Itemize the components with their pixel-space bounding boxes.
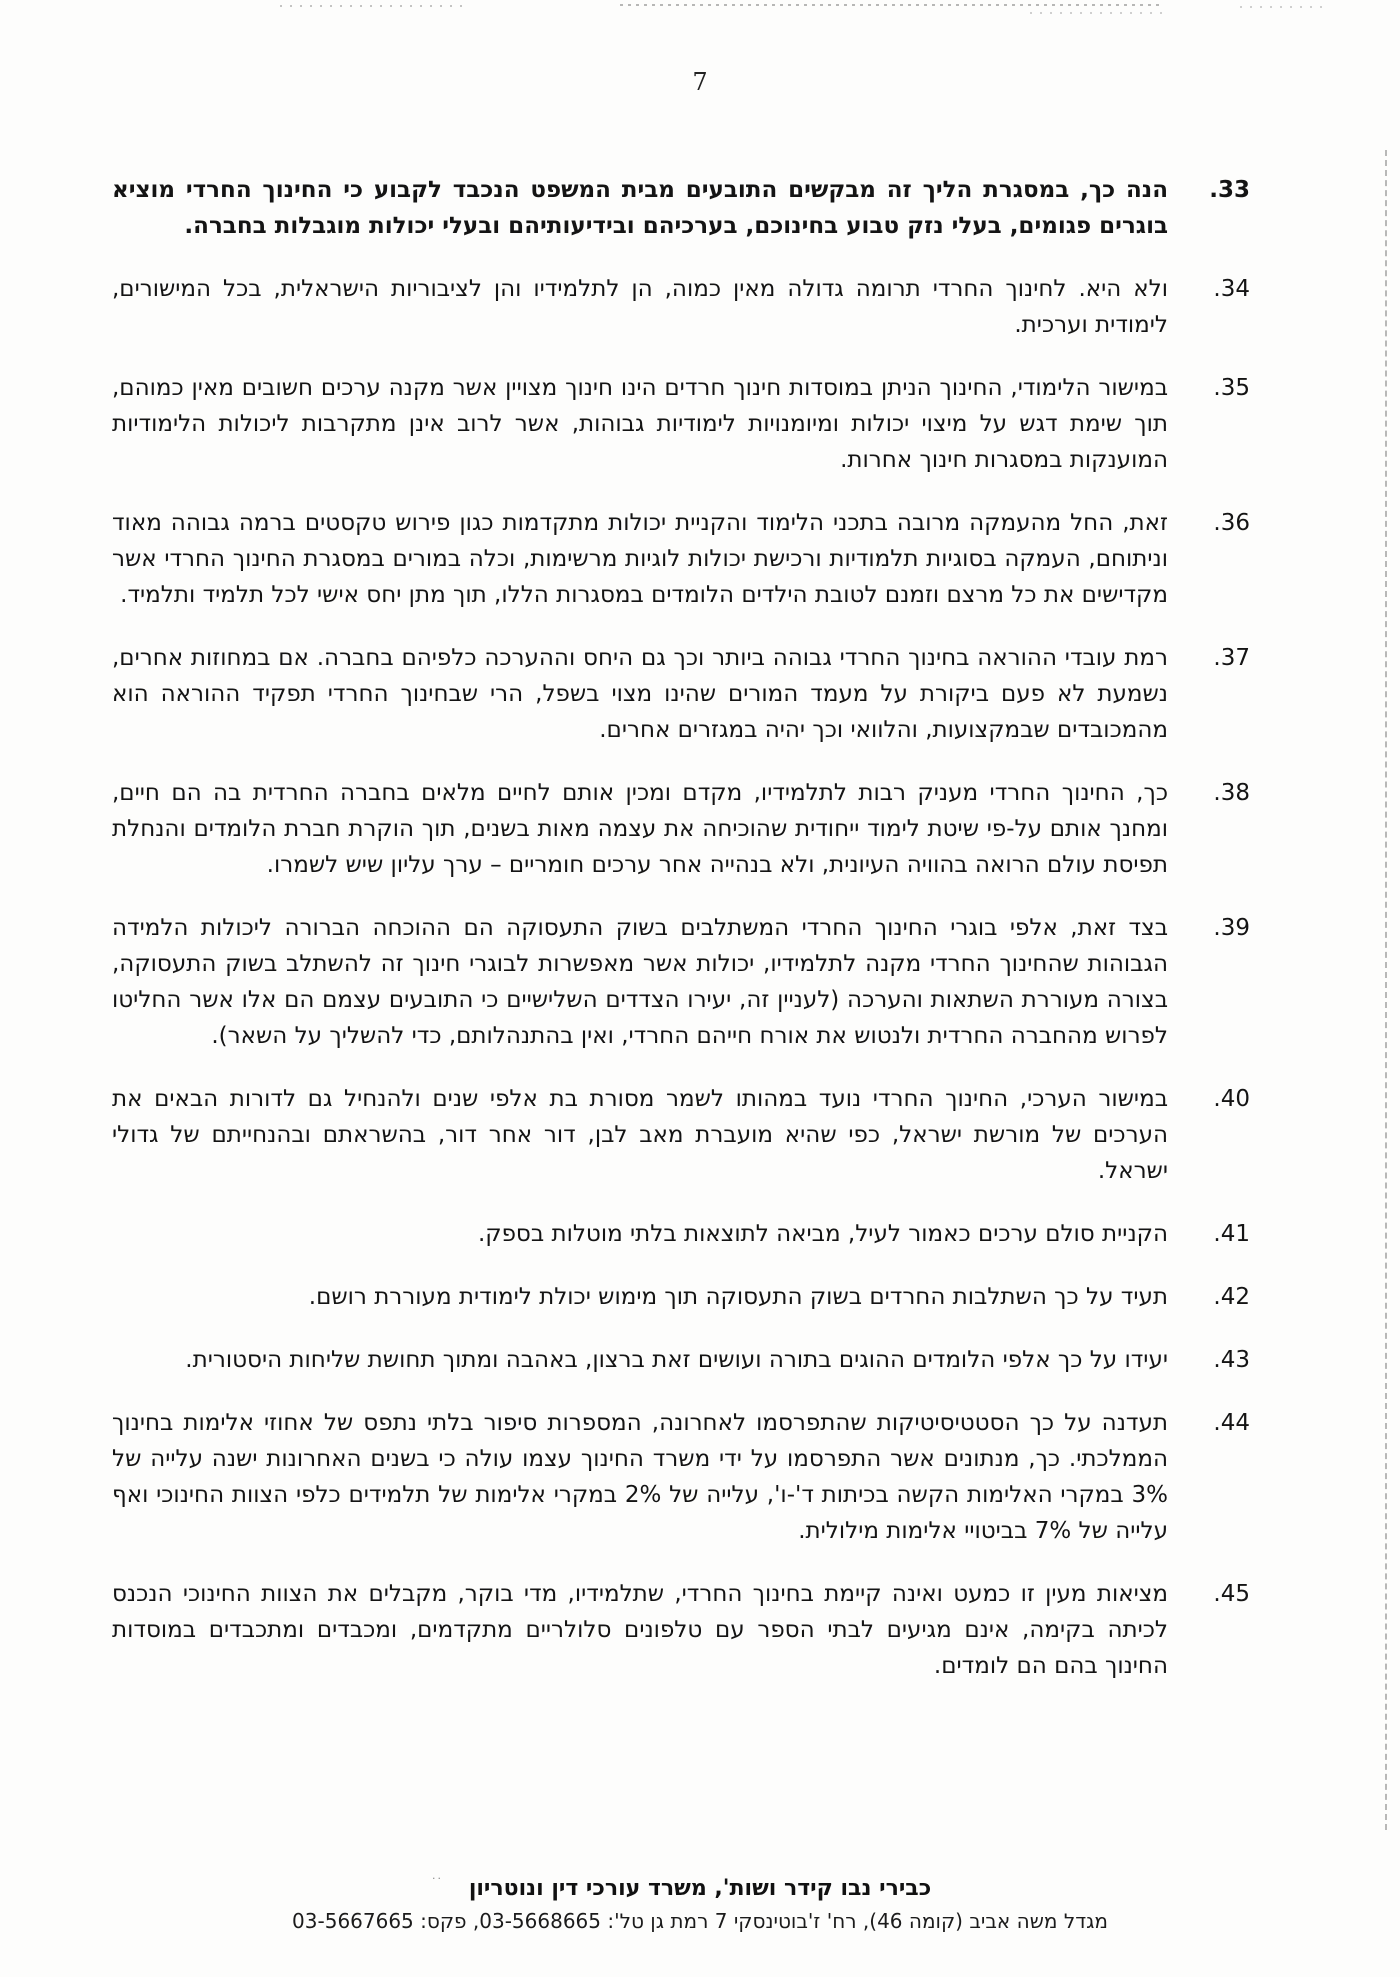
- paragraph-text: בצד זאת, אלפי בוגרי החינוך החרדי המשתלבים בשוק התעסוקה הם ההוכחה הברורה ליכולות הלמידה הגבוהות שהחינוך החרדי מקנה לתלמידיו, יכולות אשר מאפשרות לבוגרי חינוך זה להשתלב בשוק התעסוקה, בצורה מעוררת השתאות והערכה (לעניין זה, יעירו הצדדים השלישיים כי התובעים עצמם הם אלו אשר החליטו לפרוש מהחברה החרדית ולנטוש את אורח חייהם החרדי, ואין בהתנהלותם, כדי להשליך על השאר).: [112, 915, 1168, 1049]
- numbered-paragraph: [112, 505, 1250, 613]
- paragraph-number: 35.: [1213, 375, 1250, 401]
- paragraph-number: 33.: [1209, 177, 1250, 203]
- scan-noise-artifact: [1030, 12, 1170, 14]
- law-firm-name: כבירי נבו קידר ושות', משרד עורכי דין ונוטריון: [468, 1876, 932, 1901]
- paragraph-number: 36.: [1213, 510, 1250, 536]
- numbered-paragraph: [112, 1405, 1250, 1549]
- paragraph-number: 43.: [1213, 1347, 1250, 1373]
- paragraph-number: 34.: [1213, 276, 1250, 302]
- paragraph-number: 38.: [1213, 780, 1250, 806]
- paragraph-text: הקניית סולם ערכים כאמור לעיל, מביאה לתוצאות בלתי מוטלות בספק.: [477, 1221, 1168, 1247]
- firm-address-phone: מגדל משה אביב (קומה 46), רח' ז'בוטינסקי 7 רמת גן טל': 03-5668665, פקס: 03-5667665: [292, 1909, 1108, 1933]
- numbered-paragraph: [112, 910, 1250, 1054]
- page-edge-scan-line: [1385, 150, 1387, 1830]
- paragraph-text: במישור הערכי, החינוך החרדי נועד במהותו לשמר מסורת בת אלפי שנים ולהנחיל גם לדורות הבאים את הערכים של מורשת ישראל, כפי שהיא מועברת מאב לבן, דור אחר דור, בהשראתם ובהנחייתם של גדולי ישראל.: [112, 1086, 1168, 1184]
- paragraph-text: הנה כך, במסגרת הליך זה מבקשים התובעים מבית המשפט הנכבד לקבוע כי החינוך החרדי מוציא בוגרים פגומים, בעלי נזק טבוע בחינוכם, בערכיהם ובידיעותיהם ובעלי יכולות מוגבלות בחברה.: [112, 177, 1168, 239]
- paragraph-text: רמת עובדי ההוראה בחינוך החרדי גבוהה ביותר וכך גם היחס וההערכה כלפיהם בחברה. אם במחוזות אחרים, נשמעת לא פעם ביקורת על מעמד המורים שהינו מצוי בשפל, הרי שבחינוך החרדי תפקיד ההוראה הוא מהמכובדים שבמקצועות, והלוואי וכך יהיה במגזרים אחרים.: [112, 645, 1168, 743]
- numbered-paragraph: [112, 1279, 1250, 1315]
- numbered-paragraph: [112, 775, 1250, 883]
- numbered-paragraph: [112, 1081, 1250, 1189]
- paragraph-number: 40.: [1213, 1086, 1250, 1112]
- paragraph-number: 37.: [1213, 645, 1250, 671]
- paragraph-text: במישור הלימודי, החינוך הניתן במוסדות חינוך חרדים הינו חינוך מצויין אשר מקנה ערכים חשובים מאין כמוהם, תוך שימת דגש על מיצוי יכולות ומיומנויות לימודיות גבוהות, אשר לרוב אינן מתקרבות ליכולות הלימודיות המוענקות במסגרות חינוך אחרות.: [112, 375, 1168, 473]
- numbered-paragraph: [112, 370, 1250, 478]
- paragraph-text: יעידו על כך אלפי הלומדים ההוגים בתורה ועושים זאת ברצון, באהבה ומתוך תחושת שליחות היסטורית.: [185, 1347, 1168, 1373]
- scan-noise-artifact: [280, 5, 470, 7]
- scan-speck: ··: [432, 1872, 443, 1885]
- paragraph-text: זאת, החל מהעמקה מרובה בתכני הלימוד והקניית יכולות מתקדמות כגון פירוש טקסטים ברמה גבוהה מאוד וניתוחם, העמקה בסוגיות תלמודיות ורכישת יכולות לוגיות מרשימות, וכלה במורים במסגרת החינוך החרדי אשר מקדישים את כל מרצם וזמנם לטובת הילדים הלומדים במסגרות הללו, תוך מתן יחס אישי לכל תלמיד ותלמיד.: [112, 510, 1168, 608]
- numbered-paragraph: [112, 1216, 1250, 1252]
- paragraph-number: 39.: [1213, 915, 1250, 941]
- paragraph-text: תעדנה על כך הסטטיסיטיקות שהתפרסמו לאחרונה, המספרות סיפור בלתי נתפס של אחוזי אלימות בחינוך הממלכתי. כך, מנתונים אשר התפרסמו על ידי משרד החינוך עצמו עולה כי בשנים האחרונות ישנה עלייה של 3% במקרי האלימות הקשה בכיתות ד'-ו', עלייה של 2% במקרי אלימות של תלמידים כלפי הצוות החינוכי ואף עלייה של 7% בביטויי אלימות מילולית.: [112, 1410, 1168, 1544]
- numbered-paragraph: [112, 271, 1250, 343]
- paragraph-text: כך, החינוך החרדי מעניק רבות לתלמידיו, מקדם ומכין אותם לחיים מלאים בחברה החרדית בה הם חיים, ומחנך אותם על-פי שיטת לימוד ייחודית שהוכיחה את עצמה מאות בשנים, תוך הוקרת חברת הלומדים והנחלת תפיסת עולם הרואה בהוויה העיונית, ולא בנהייה אחר ערכים חומריים – ערך עליון שיש לשמרו.: [112, 780, 1168, 878]
- scan-noise-artifact: [1240, 6, 1330, 8]
- footer: [0, 1876, 1400, 1933]
- paragraph-number: 44.: [1213, 1410, 1250, 1436]
- numbered-paragraph: [112, 1576, 1250, 1684]
- paragraph-text: מציאות מעין זו כמעט ואינה קיימת בחינוך החרדי, שתלמידיו, מדי בוקר, מקבלים את הצוות החינוכי הנכנס לכיתה בקימה, אינם מגיעים לבתי הספר עם טלפונים סלולריים מתקדמים, ומכבדים ומתכבדים במוסדות החינוך בהם הם לומדים.: [112, 1581, 1168, 1679]
- paragraph-number: 42.: [1213, 1284, 1250, 1310]
- paragraph-text: תעיד על כך השתלבות החרדים בשוק התעסוקה תוך מימוש יכולת לימודית מעוררת רושם.: [308, 1284, 1168, 1310]
- numbered-paragraph: [112, 1342, 1250, 1378]
- paragraph-number: 41.: [1213, 1221, 1250, 1247]
- paragraph-list: [112, 172, 1250, 1711]
- scan-noise-artifact: [620, 4, 1160, 6]
- numbered-paragraph: [112, 640, 1250, 748]
- numbered-paragraph: [112, 172, 1250, 244]
- paragraph-text: ולא היא. לחינוך החרדי תרומה גדולה מאין כמוה, הן לתלמידיו והן לציבוריות הישראלית, בכל המישורים, לימודית וערכית.: [112, 276, 1168, 338]
- page-number: 7: [692, 68, 708, 96]
- paragraph-number: 45.: [1213, 1581, 1250, 1607]
